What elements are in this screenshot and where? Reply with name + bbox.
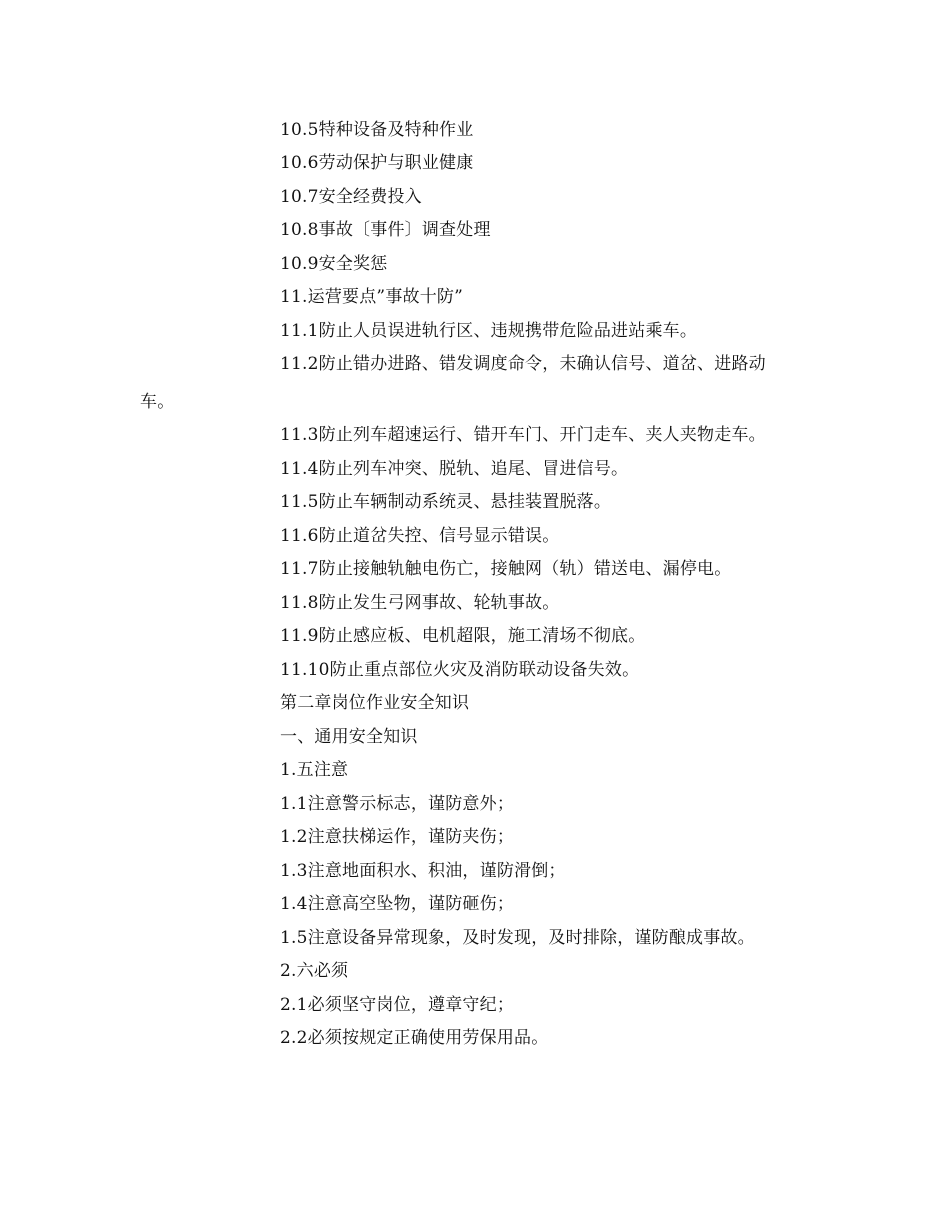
section-10-9: 10.9安全奖惩: [280, 254, 388, 274]
item-1-4: 1.4注意高空坠物，谨防砸伤；: [280, 894, 515, 914]
section-10-7: 10.7安全经费投入: [280, 187, 422, 207]
section-11-8: 11.8防止发生弓网事故、轮轨事故。: [280, 593, 560, 613]
item-2-1: 2.1必须坚守岗位，遵章守纪；: [280, 995, 515, 1015]
item-1-2: 1.2注意扶梯运作，谨防夹伤；: [280, 827, 515, 847]
section-11-5: 11.5防止车辆制动系统灵、悬挂装置脱落。: [280, 492, 612, 512]
section-11-2: 11.2防止错办进路、错发调度命令，未确认信号、道岔、进路动: [280, 354, 766, 374]
item-2-2: 2.2必须按规定正确使用劳保用品。: [280, 1028, 549, 1048]
section-11-10: 11.10防止重点部位火灾及消防联动设备失效。: [280, 660, 640, 680]
section-11-3: 11.3防止列车超速运行、错开车门、开门走车、夹人夹物走车。: [280, 425, 766, 445]
section-10-8: 10.8事故〔事件〕调查处理: [280, 220, 491, 240]
item-1-5: 1.5注意设备异常现象，及时发现，及时排除，谨防酿成事故。: [280, 928, 755, 948]
general-safety-heading: 一、通用安全知识: [280, 727, 418, 747]
section-10-5: 10.5特种设备及特种作业: [280, 120, 474, 140]
item-2-heading: 2.六必须: [280, 961, 349, 981]
section-11-6: 11.6防止道岔失控、信号显示错误。: [280, 526, 560, 546]
section-11-2-continuation: 车。: [140, 392, 175, 412]
section-10-6: 10.6劳动保护与职业健康: [280, 153, 474, 173]
chapter-2-heading: 第二章岗位作业安全知识: [280, 693, 470, 713]
section-11-4: 11.4防止列车冲突、脱轨、追尾、冒进信号。: [280, 459, 629, 479]
item-1-3: 1.3注意地面积水、积油，谨防滑倒；: [280, 861, 566, 881]
section-11-9: 11.9防止感应板、电机超限，施工清场不彻底。: [280, 626, 646, 646]
section-11-7: 11.7防止接触轨触电伤亡，接触网（轨）错送电、漏停电。: [280, 559, 732, 579]
item-1-heading: 1.五注意: [280, 760, 349, 780]
section-11-heading: 11.运营要点”事故十防”: [280, 287, 464, 307]
item-1-1: 1.1注意警示标志，谨防意外；: [280, 794, 515, 814]
section-11-1: 11.1防止人员误进轨行区、违规携带危险品进站乘车。: [280, 321, 698, 341]
